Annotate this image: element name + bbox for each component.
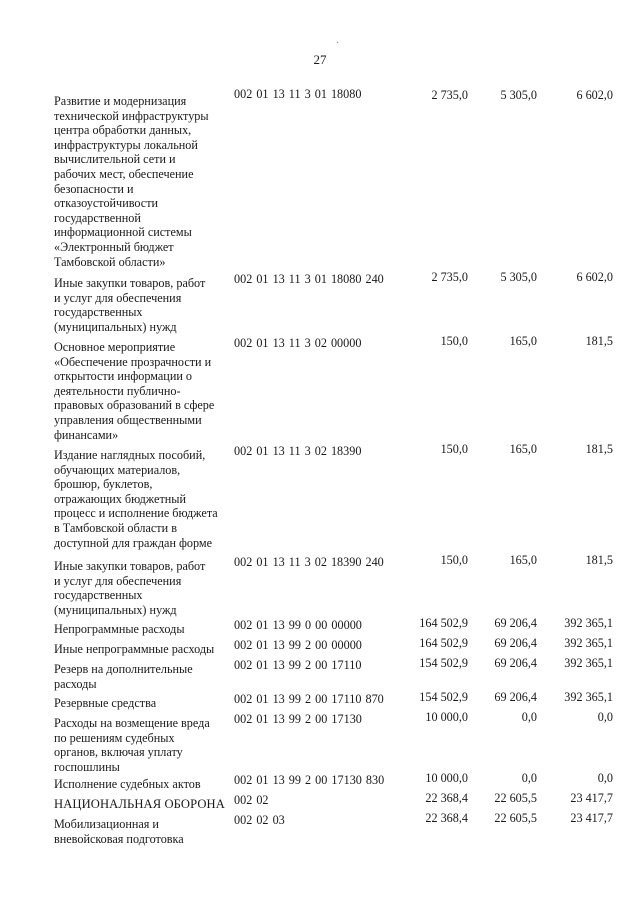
row-name-line: государственных [54, 305, 143, 320]
value-2020: 5 305,0 [500, 88, 537, 102]
value-2019: 164 502,9 [419, 636, 468, 650]
value-2019: 154 502,9 [419, 656, 468, 670]
row-name-line: центра обработки данных, [54, 123, 192, 138]
row-code: 002 01 13 99 2 00 00000 [234, 638, 362, 652]
value-2019: 150,0 [440, 442, 468, 456]
row-name-line: безопасности и [54, 181, 134, 196]
row-name-line: Мобилизационная и [54, 817, 159, 831]
value-2020: 165,0 [509, 553, 537, 567]
value-2020: 5 305,0 [500, 270, 537, 284]
value-2020: 22 605,5 [494, 811, 537, 825]
row-name-line: Издание наглядных пособий, [54, 448, 206, 462]
value-2019: 2 735,0 [431, 270, 468, 284]
row-name-line: Основное мероприятие [54, 340, 176, 354]
row-name-line: информационной системы [54, 225, 192, 240]
row-code: 002 01 13 99 2 00 17130 [234, 712, 362, 726]
row-name-line: в Тамбовской области в [54, 520, 177, 535]
row-name-line: отражающих бюджетный [54, 491, 187, 506]
row-name-line: Развитие и модернизация [54, 94, 187, 108]
value-2020: 69 206,4 [494, 690, 537, 704]
row-code: 002 01 13 99 2 00 17110 [234, 658, 362, 672]
row-name-line: и услуг для обеспечения [54, 290, 182, 305]
row-code: 002 01 13 99 2 00 17130 830 [234, 773, 385, 787]
value-2020: 69 206,4 [494, 656, 537, 670]
row-name-line: Резервные средства [54, 696, 157, 710]
row-name-line: Иные закупки товаров, работ [54, 276, 206, 290]
row-name-line: «Электронный бюджет [54, 239, 174, 254]
row-name-line: «Обеспечение прозрачности и [54, 354, 212, 369]
row-code: 002 01 13 99 2 00 17110 870 [234, 692, 384, 706]
value-2020: 69 206,4 [494, 616, 537, 630]
row-name-line: правовых образований в сфере [54, 398, 215, 413]
row-name-line: и услуг для обеспечения [54, 573, 182, 588]
row-name-line: Резерв на дополнительные [54, 662, 193, 676]
row-name-line: брошюр, буклетов, [54, 477, 153, 492]
value-2019: 154 502,9 [419, 690, 468, 704]
value-2021: 181,5 [585, 442, 613, 456]
row-name-line: (муниципальных) нужд [54, 602, 177, 617]
row-name [54, 777, 232, 792]
row-code: 002 01 13 99 0 00 00000 [234, 618, 362, 632]
row-name [54, 797, 232, 812]
row-name [54, 94, 232, 269]
row-name-line: Непрограммные расходы [54, 622, 185, 636]
row-name-line: Исполнение судебных актов [54, 777, 201, 791]
row-name-line: обучающих материалов, [54, 462, 181, 477]
row-name [54, 662, 232, 691]
row-name [54, 642, 232, 657]
value-2021: 392 365,1 [564, 616, 613, 630]
row-code: 002 02 03 [234, 813, 285, 827]
row-code: 002 02 [234, 793, 269, 807]
row-name [54, 716, 232, 774]
row-name [54, 448, 232, 550]
value-2020: 165,0 [509, 334, 537, 348]
value-2020: 22 605,5 [494, 791, 537, 805]
value-2021: 0,0 [597, 771, 613, 785]
value-2019: 150,0 [440, 553, 468, 567]
row-name [54, 696, 232, 711]
row-name-line: (муниципальных) нужд [54, 319, 177, 334]
value-2019: 22 368,4 [425, 811, 468, 825]
row-code: 002 01 13 11 3 01 18080 240 [234, 272, 384, 286]
row-name-line: госпошлины [54, 759, 120, 774]
value-2021: 6 602,0 [576, 88, 613, 102]
row-name-line: инфраструктуры локальной [54, 137, 198, 152]
row-name [54, 340, 232, 442]
row-code: 002 01 13 11 3 02 18390 [234, 444, 362, 458]
row-name-line: Расходы на возмещение вреда [54, 716, 210, 730]
row-name-line: вневойсковая подготовка [54, 831, 184, 846]
value-2019: 10 000,0 [425, 710, 468, 724]
row-name-line: по решениям судебных [54, 730, 175, 745]
value-2021: 23 417,7 [570, 791, 613, 805]
row-name-line: деятельности публично- [54, 383, 181, 398]
row-name [54, 622, 232, 637]
row-name-line: управления общественными [54, 412, 202, 427]
row-name-line: рабочих мест, обеспечение [54, 166, 194, 181]
value-2021: 23 417,7 [570, 811, 613, 825]
value-2019: 150,0 [440, 334, 468, 348]
value-2021: 6 602,0 [576, 270, 613, 284]
value-2020: 0,0 [521, 771, 537, 785]
value-2019: 10 000,0 [425, 771, 468, 785]
value-2019: 164 502,9 [419, 616, 468, 630]
row-name-line: расходы [54, 676, 97, 691]
value-2020: 165,0 [509, 442, 537, 456]
row-name [54, 559, 232, 617]
page-number: 27 [313, 52, 327, 67]
value-2019: 2 735,0 [431, 88, 468, 102]
row-name-line: органов, включая уплату [54, 745, 183, 760]
row-name-line: финансами» [54, 427, 119, 442]
value-2021: 392 365,1 [564, 690, 613, 704]
value-2019: 22 368,4 [425, 791, 468, 805]
row-name [54, 276, 232, 334]
value-2021: 392 365,1 [564, 656, 613, 670]
row-name-line: государственной [54, 210, 141, 225]
row-name [54, 817, 232, 846]
value-2021: 392 365,1 [564, 636, 613, 650]
value-2020: 69 206,4 [494, 636, 537, 650]
row-name-line: Тамбовской области» [54, 254, 166, 269]
row-code: 002 01 13 11 3 02 00000 [234, 336, 362, 350]
row-name-line: отказоустойчивости [54, 196, 159, 211]
row-name-line: доступной для граждан форме [54, 535, 213, 550]
value-2021: 181,5 [585, 334, 613, 348]
row-name-line: технической инфраструктуры [54, 108, 209, 123]
value-2021: 0,0 [597, 710, 613, 724]
row-code: 002 01 13 11 3 01 18080 [234, 87, 362, 101]
value-2021: 181,5 [585, 553, 613, 567]
row-name-line: НАЦИОНАЛЬНАЯ ОБОРОНА [54, 797, 225, 811]
row-name-line: процесс и исполнение бюджета [54, 506, 218, 521]
row-name-line: открытости информации о [54, 369, 193, 384]
row-name-line: Иные закупки товаров, работ [54, 559, 206, 573]
row-name-line: государственных [54, 588, 143, 603]
top-mark: · [336, 38, 340, 49]
row-code: 002 01 13 11 3 02 18390 240 [234, 555, 384, 569]
value-2020: 0,0 [521, 710, 537, 724]
row-name-line: Иные непрограммные расходы [54, 642, 215, 656]
row-name-line: вычислительной сети и [54, 152, 176, 167]
